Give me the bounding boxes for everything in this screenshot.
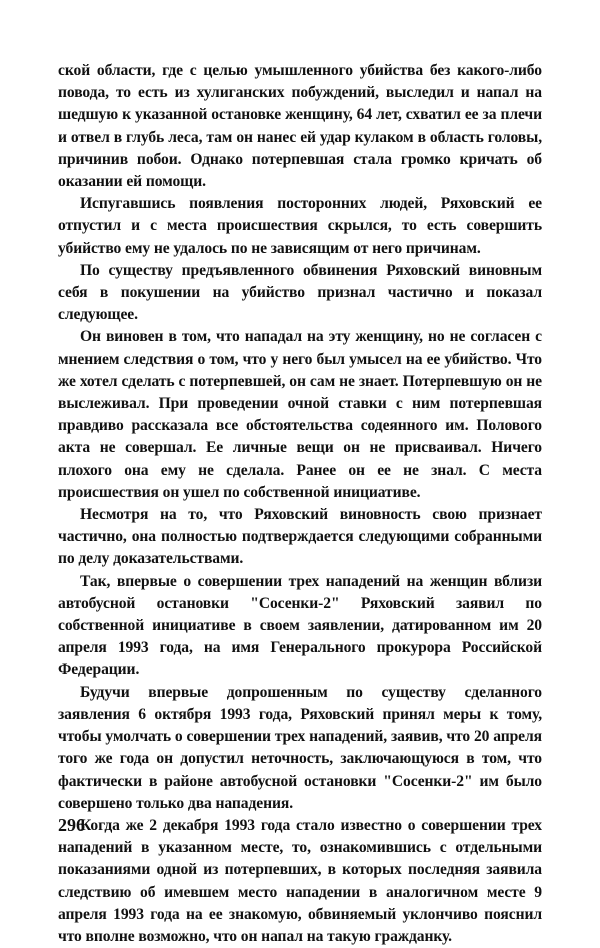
paragraph-3: По существу предъявленного обвинения Ряховский виновным себя в покушении на убийство признал частично и показал следующее.	[58, 261, 542, 324]
paragraph-2: Испугавшись появления посторонних людей, Ряховский ее отпустил и с места происшествия скрылся, то есть совершить убийство ему не удалось по не зависящим от него причинам.	[58, 195, 542, 257]
paragraph-5: Несмотря на то, что Ряховский виновность свою признает частично, она полностью подтверждается следующими собранными по делу доказательствами.	[58, 506, 542, 568]
document-body	[58, 60, 542, 948]
paragraph-4: Он виновен в том, что нападал на эту женщину, но не согласен с мнением следствия о том, что у него был умысел на ее убийство. Что же хотел сделать с потерпевшей, он сам не знает. Потерпевшую он не выслеживал. При проведении очной ставки с ним потерпевшая правдиво рассказала все обстоятельства содеянного им. Полового акта не совершал. Ее личные вещи он не присваивал. Ничего плохого она ему не сделала. Ранее он ее не знал. С места происшествия он ушел по собственной инициативе.	[58, 328, 542, 501]
paragraph-7: Будучи впервые допрошенным по существу сделанного заявления 6 октября 1993 года, Ряховский принял меры к тому, чтобы умолчать о совершении трех нападений, заявив, что 20 апреля того же года он допустил неточность, заключающуюся в том, что фактически в районе автобусной остановки "Сосенки-2" им было совершено только два нападения.	[58, 683, 542, 812]
paragraph-8: Когда же 2 декабря 1993 года стало известно о совершении трех нападений в указанном месте, то, ознакомившись с отдельными показаниями одной из потерпевших, в которых последняя заявила следствию об имевшем место нападении в аналогичном месте 9 апреля 1993 года на ее знакомую, обвиняемый уклончиво пояснил что вполне возможно, что он напал на такую гражданку.	[58, 816, 542, 945]
paragraph-6: Так, впервые о совершении трех нападений на женщин вблизи автобусной остановки "Сосенки-2" Ряховский заявил по собственной инициативе в своем заявлении, датированном им 20 апреля 1993 года, на имя Генерального прокурора Российской Федерации.	[58, 572, 542, 679]
paragraph-1: ской области, где с целью умышленного убийства без какого-либо повода, то есть из хулиганских побуждений, выследил и напал на шедшую к указанной остановке женщину, 64 лет, схватил ее за плечи и отвел в глубь леса, там он нанес ей удар кулаком в область головы, причинив побои. Однако потерпевшая стала громко кричать об оказании ей помощи.	[58, 62, 542, 191]
page-number: 296	[58, 815, 85, 835]
